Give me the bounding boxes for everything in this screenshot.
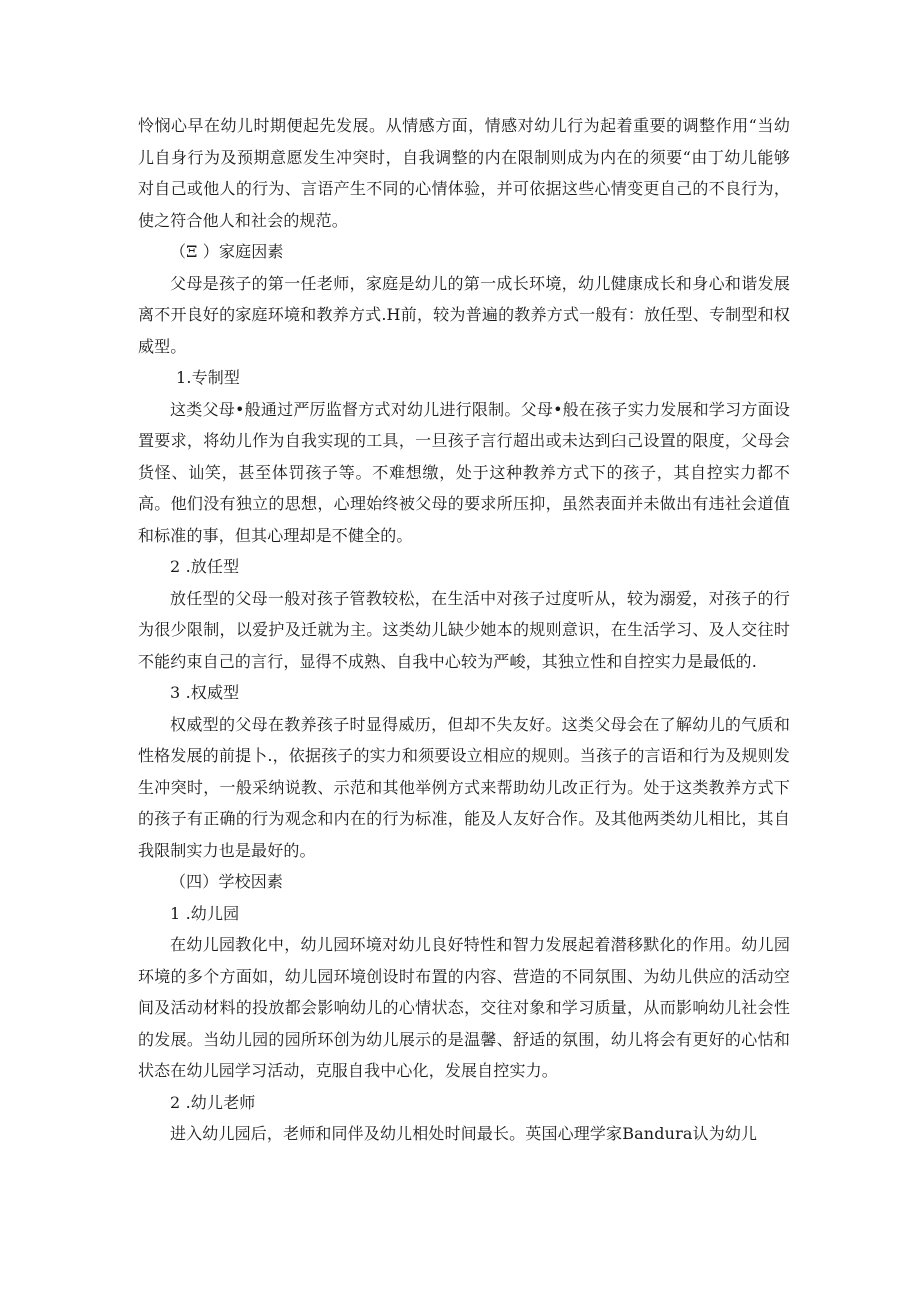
subheading-kindergarten: 1 .幼儿园 — [170, 903, 240, 923]
subheading-teacher: 2 .幼儿老师 — [170, 1092, 256, 1112]
paragraph-teacher: 进入幼儿园后，老师和同伴及幼儿相处时间最长。英国心理学家Bandura认为幼儿 — [170, 1124, 758, 1143]
paragraph-emotion-continuation: 怜悯心早在幼儿时期便起先发展。从情感方面，情感对幼儿行为起着重要的调整作用“当幼儿自身行为及预期意愿发生冲突时，自我调整的内在限制则成为内在的须要“由丁幼儿能够对自己或他人的行为、言语产生不同的心情体验，并可依据这些心情变更自己的不良行为，使之符合他人和社会的规范。 — [138, 116, 790, 230]
section-heading-school-factors: （四）学校因素 — [170, 872, 284, 891]
paragraph-family-intro: 父母是孩子的第一任老师，家庭是幼儿的第一成长环境，幼儿健康成长和身心和谐发展离不开良好的家庭环境和教养方式.H前，较为普遍的教养方式一般有：放任型、专制型和权威型。 — [138, 273, 790, 356]
paragraph-authoritative: 权威型的父母在教养孩子时显得威历，但却不失友好。这类父母会在了解幼儿的气质和性格发展的前提卜.，依据孩子的实力和须要设立相应的规则。当孩子的言语和行为及规则发生冲突时，一般采纳说教、示范和其他举例方式来帮助幼儿改正行为。处于这类教养方式下的孩子有正确的行为观念和内在的行为标准，能及人友好合作。及其他两类幼儿相比，其自我限制实力也是最好的。 — [138, 714, 790, 860]
paragraph-authoritarian: 这类父母•般通过严厉监督方式对幼儿进行限制。父母•般在孩子实力发展和学习方面设置要求，将幼儿作为自我实现的工具，一旦孩子言行超出或未达到臼己设置的限度，父母会货怪、讪笑，甚至体罚孩子等。不难想缴，处于这种教养方式下的孩子，其自控实力都不高。他们没有独立的思想，心理始终被父母的要求所压抑，虽然表面并未做出有违社会道值和标准的事，但其心理却是不健全的。 — [138, 399, 790, 545]
document-page — [138, 110, 790, 1150]
paragraph-kindergarten: 在幼儿园教化中，幼儿园环境对幼儿良好特性和智力发展起着潜移默化的作用。幼儿园环境的多个方面如，幼儿园环境创设时布置的内容、营造的不同氛围、为幼儿供应的活动空间及活动材料的投放都会影响幼儿的心情状态，交往对象和学习质量，从而影响幼儿社会性的发展。当幼儿园的园所环创为幼儿展示的是温馨、舒适的氛围，幼儿将会有更好的心怙和状态在幼儿园学习活动，克服自我中心化，发展自控实力。 — [138, 935, 790, 1080]
subheading-authoritarian: 1.专制型 — [176, 368, 241, 387]
paragraph-permissive: 放任型的父母一般对孩子管教较松，在生活中对孩子过度听从，较为溺爱，对孩子的行为很少限制，以爱护及迁就为主。这类幼儿缺少她本的规则意识，在生活学习、及人交往时不能约束自己的言行，显得不成熟、自我中心较为严峻，其独立性和自控实力是最低的. — [138, 588, 790, 671]
subheading-authoritative: 3 .权威型 — [170, 683, 240, 702]
subheading-permissive: 2 .放任型 — [170, 557, 240, 576]
section-heading-family-factors: （Ξ ）家庭因素 — [170, 242, 284, 261]
